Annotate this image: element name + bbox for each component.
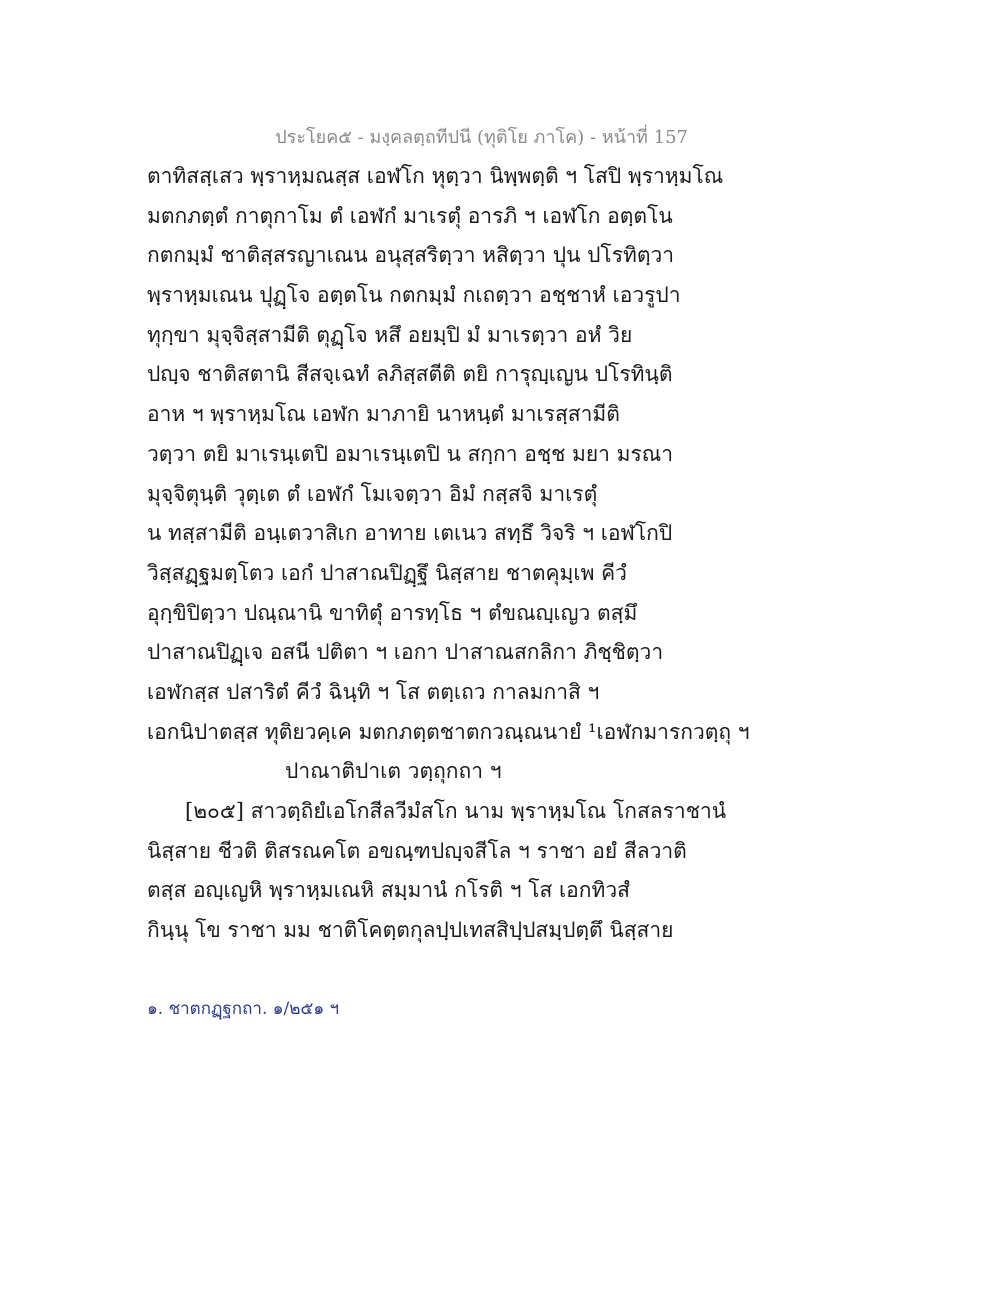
text-line: ตาทิสสฺเสว พฺราหฺมณสฺส เอฬโก หุตฺวา นิพฺพตฺติ ฯ โสปิ พฺราหฺมโณ (147, 164, 724, 188)
text-line: กตกมฺมํ ชาติสฺสรญาเณน อนุสฺสริตฺวา หสิตฺวา ปุน ปโรทิตฺวา (147, 243, 675, 268)
paragraph-start: [๒๐๕] สาวตฺถิยํเอโกสีลวีมํสโก นาม พฺราหฺมโณ โกสลราชานํ (185, 799, 727, 823)
text-line: กินฺนุ โข ราชา มม ชาติโคตฺตกุลปฺปเทสสิปฺปสมฺปตฺตึ นิสฺสาย (147, 918, 674, 943)
text-line: เอฬกสฺส ปสาริตํ คีวํ ฉินฺทิ ฯ โส ตตฺเถว กาลมกาสิ ฯ (147, 679, 600, 704)
text-line: อุกฺขิปิตฺวา ปณฺณานิ ขาทิตุํ อารทฺโธ ฯ ตํขณญฺเญว ตสฺมึ (147, 600, 638, 625)
running-header: ประโยค๕ - มงฺคลตฺถทีปนี (ทุติโย ภาโค) - หน้าที่ 157 (275, 127, 688, 148)
text-line: วตฺวา ตยิ มาเรนฺเตปิ อมาเรนฺเตปิ น สกฺกา อชฺช มยา มรณา (147, 441, 674, 466)
text-line: นิสฺสาย ชีวติ ติสรณคโต อขณฺฑปญฺจสีโล ฯ ราชา อยํ สีลวาติ (147, 838, 687, 863)
text-line: ทุกฺขา มุจฺจิสฺสามีติ ตุฏฺโจ หสึ อยมฺปิ มํ มาเรตฺวา อหํ วิย (147, 322, 633, 347)
text-line: วิสฺสฏฺฐมตฺโตว เอกํ ปาสาณปิฏฺฐึ นิสฺสาย ชาตคุมฺเพ คีวํ (147, 560, 627, 585)
text-line: ปญฺจ ชาติสตานิ สีสจฺเฉทํ ลภิสฺสตีติ ตยิ การุญฺเญน ปโรทินฺติ (147, 362, 673, 387)
section-heading: ปาณาติปาเต วตฺถุกถา ฯ (285, 759, 502, 784)
footnote: ๑. ชาตกฏฺฐกถา. ๑/๒๕๑ ฯ (147, 999, 340, 1019)
text-line: น ทสฺสามีติ อนฺเตวาสิเก อาทาย เตเนว สทฺธึ วิจริ ฯ เอฬโกปิ (147, 521, 673, 546)
body-text (147, 157, 750, 951)
text-line: พฺราหฺมเณน ปุฏฺโจ อตฺตโน กตกมฺมํ กเถตฺวา อชฺชาหํ เอวรูปา (147, 283, 681, 308)
text-line: ตสฺส อญฺเญหิ พฺราหฺมเณหิ สมฺมานํ กโรติ ฯ โส เอกทิวสํ (147, 878, 630, 903)
text-line: มตกภตฺตํ กาตุกาโม ตํ เอฬกํ มาเรตุํ อารภิ ฯ เอฬโก อตฺตโน (147, 203, 673, 228)
text-line: อาห ฯ พฺราหฺมโณ เอฬก มาภายิ นาหนฺตํ มาเรสฺสามีติ (147, 402, 620, 427)
text-line: ปาสาณปิฏฺเจ อสนี ปติตา ฯ เอกา ปาสาณสกลิกา ภิชฺชิตฺวา (147, 640, 664, 665)
text-line: เอกนิปาตสฺส ทุติยวคฺเค มตกภตฺตชาตกวณฺณนายํ ¹เอฬกมารกวตฺถุ ฯ (147, 719, 750, 744)
text-line: มุจฺจิตุนฺติ วุตฺเต ตํ เอฬกํ โมเจตฺวา อิมํ กสฺสจิ มาเรตุํ (147, 481, 598, 506)
